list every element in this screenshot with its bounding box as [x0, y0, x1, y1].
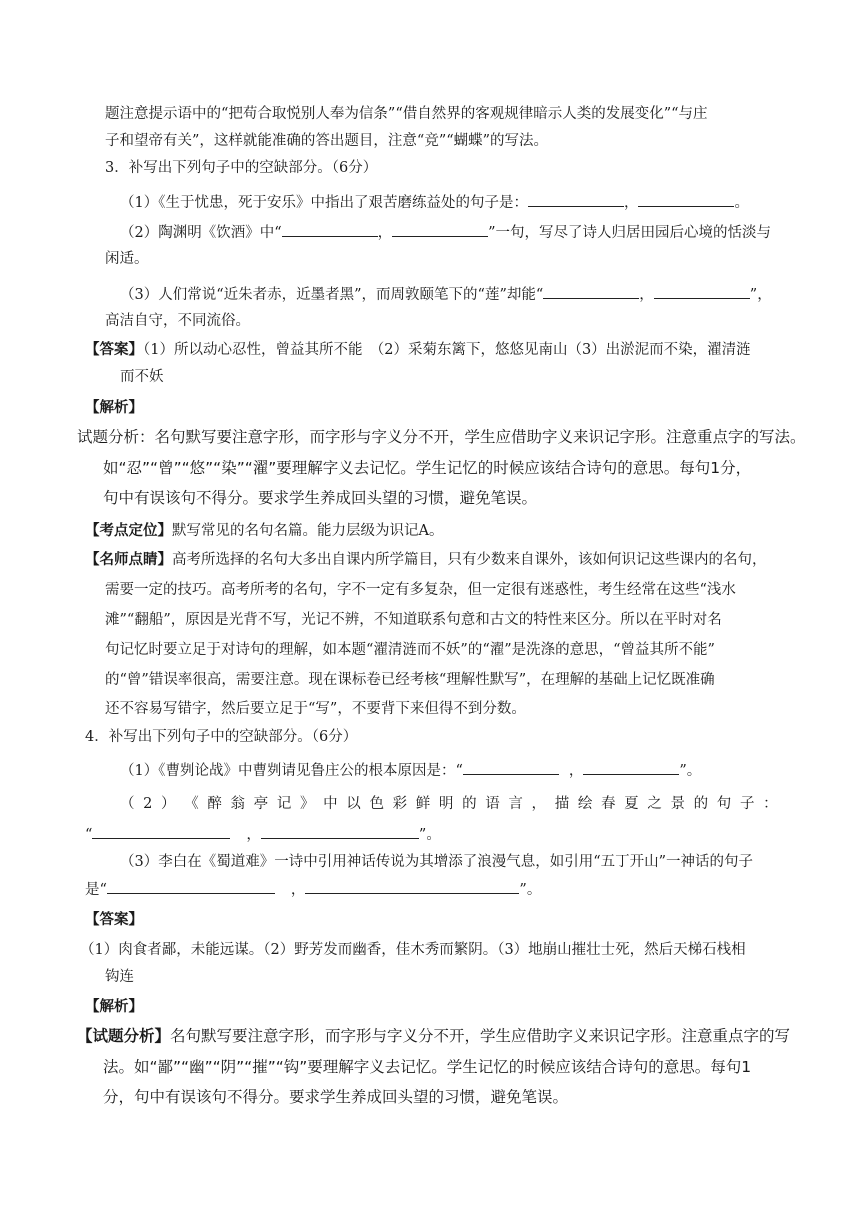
q3-sub1-end: 。	[734, 195, 749, 211]
q4-sub2-char: 子	[739, 796, 755, 812]
q4-sub2-char: 句	[716, 796, 732, 812]
q4-answer-line-2: 钩连	[105, 969, 134, 985]
q4-sub2-char: 彩	[392, 796, 408, 812]
analysis-subtag: 【试题分析】	[77, 1027, 171, 1045]
blank-line	[282, 222, 378, 237]
q3-kaodian	[85, 521, 443, 541]
q4-sub2-char: 绘	[577, 796, 593, 812]
intro-line-2: 子和望帝有关”，这样就能准确的答出题目，注意“竞”“蝴蝶”的写法。	[105, 133, 549, 149]
q4-sub1-comma: ，	[568, 763, 584, 779]
blank-line	[261, 824, 419, 839]
q4-sub2-char: 明	[438, 796, 454, 812]
kaodian-tag: 【考点定位】	[85, 522, 172, 539]
q4-analysis-text-1: 名句默写要注意字形，而字形与字义分不开，学生应借助字义来识记字形。注意重点字的写	[170, 1027, 791, 1045]
q4-sub2-char: （	[120, 796, 135, 812]
q3-title: 3．补写出下列句子中的空缺部分。（6分）	[105, 160, 378, 176]
q4-sub2-char: 春	[601, 796, 616, 812]
mingshi-line-2: 需要一定的技巧。高考所考的名句，字不一定有多复杂，但一定很有迷惑性，考生经常在这些“浅水	[105, 582, 736, 598]
q4-sub2-char: 的	[693, 796, 709, 812]
q4-sub2-char: 中	[323, 796, 338, 812]
q3-analysis-line-1: 试题分析：名句默写要注意字形，而字形与字义分不开，学生应借助字义来识记字形。注意重点字的写法。	[77, 428, 806, 446]
kaodian-text: 默写常见的名句名篇。能力层级为识记A。	[172, 523, 444, 539]
q3-sub3-cont: 高洁自守，不同流俗。	[105, 313, 250, 329]
q3-sub2-rest: ”一句，写尽了诗人归居田园后心境的恬淡与	[488, 225, 772, 241]
q4-sub1-end: ”。	[679, 763, 702, 779]
q4-sub2-char: 色	[369, 796, 384, 812]
blank-line	[305, 879, 519, 894]
watermark	[20, 455, 68, 519]
q4-answer-line-1: （1）肉食者鄙，未能远谋。（2）野芳发而幽香，佳木秀而繁阴。（3）地崩山摧壮士死，然后天梯石栈相	[80, 942, 746, 958]
mingshi-line-6: 还不容易写错字，然后要立足于“写”，不要背下来但得不到分数。	[105, 701, 526, 717]
q3-sub3	[120, 284, 772, 305]
q4-analysis-line-3: 分，句中有误该句不得分。要求学生养成回头望的习惯，避免笔误。	[103, 1088, 569, 1106]
mingshi-line-1: 高考所选择的名句大多出自课内所学篇目，只有少数来自课外，该如何识记这些课内的名句，	[172, 552, 767, 568]
q4-analysis-tag: 【解析】	[85, 998, 143, 1015]
q4-sub2-char: 2	[143, 796, 153, 812]
q4-title: 4．补写出下列句子中的空缺部分。（6分）	[85, 729, 358, 745]
blank-line	[583, 760, 679, 775]
q3-answer	[85, 340, 751, 360]
q4-sub2-open: “	[85, 827, 93, 843]
q3-sub3-end: ”，	[749, 287, 772, 303]
q4-sub2-char: 记	[276, 796, 292, 812]
q4-sub2-comma: ，	[246, 827, 261, 843]
q4-sub2-char: 语	[485, 796, 500, 812]
q4-sub2-char: 亭	[253, 796, 269, 812]
q4-sub2	[120, 794, 778, 814]
mingshi-line-4: 句记忆时要立足于对诗句的理解，如本题“濯清涟而不妖”的“濯”是洗涤的意思，“曾益其所不能”	[105, 642, 715, 658]
blank-line	[107, 879, 275, 894]
q3-analysis-line-2: 如“忍”“曾”“悠”“染”“濯”要理解字义去记忆。学生记忆的时候应该结合诗句的意思。每句1分，	[103, 459, 752, 477]
q4-answer-tag: 【答案】	[85, 911, 143, 928]
q4-sub2-char: 翁	[230, 796, 246, 812]
q3-mingshi	[85, 550, 767, 570]
q3-sub2-cont: 闲适。	[105, 251, 149, 267]
blank-line	[463, 760, 559, 775]
q4-analysis-line-1	[77, 1026, 790, 1046]
q4-sub3-comma: ，	[290, 882, 306, 898]
q4-sub2-char: 言	[508, 796, 523, 812]
q3-analysis-line-3: 句中有误该句不得分。要求学生养成回头望的习惯，避免笔误。	[103, 489, 538, 507]
blank-line	[638, 192, 734, 207]
q4-sub2-char: 夏	[624, 796, 639, 812]
q4-sub2-char: ）	[161, 796, 176, 812]
q4-sub2-char: 的	[462, 796, 477, 812]
q3-sub2	[120, 222, 771, 243]
q4-sub2-char: 景	[670, 796, 685, 812]
q4-sub2-char: 》	[299, 796, 315, 812]
blank-line	[543, 284, 639, 299]
q3-answer-cont: 而不妖	[120, 369, 164, 385]
q3-analysis-tag: 【解析】	[85, 399, 143, 416]
q4-sub1-text: （1）《曹刿论战》中曹刿请见鲁庄公的根本原因是：“	[120, 763, 463, 779]
q3-sub1-text: （1）《生于忧患，死于安乐》中指出了艰苦磨练益处的句子是：	[120, 195, 528, 211]
q4-sub2-char: 醉	[207, 796, 222, 812]
q3-sub2-comma: ，	[377, 225, 393, 241]
mingshi-tag: 【名师点睛】	[85, 551, 172, 568]
q4-sub1	[120, 760, 701, 781]
q4-analysis-line-2: 法。如“鄙”“幽”“阴”“摧”“钩”要理解字义去记忆。学生记忆的时候应该结合诗句的意思。每句1	[103, 1058, 752, 1076]
q3-sub3-text: （3）人们常说“近朱者赤，近墨者黑”，而周敦颐笔下的“莲”却能“	[120, 287, 544, 303]
q4-sub2-char: ，	[531, 796, 547, 812]
mingshi-line-3: 滩”“翻船”，原因是光背不写，光记不辨，不知道联系句意和古文的特性来区分。所以在平时对名	[105, 612, 722, 628]
q4-sub2-char: 以	[346, 796, 361, 812]
intro-line-1: 题注意提示语中的“把苟合取悦别人奉为信条”“借自然界的客观规律暗示人类的发展变化”“与庄	[105, 106, 708, 122]
q3-sub2-text: （2）陶渊明《饮酒》中“	[120, 225, 282, 241]
q4-sub2-char: 描	[554, 796, 570, 812]
mingshi-line-5: 的“曾”错误率很高，需要注意。现在课标卷已经考核“理解性默写”，在理解的基础上记忆既准确	[105, 672, 715, 688]
q3-sub3-comma: ，	[639, 287, 654, 303]
q4-sub3-end: ”。	[519, 882, 542, 898]
q4-sub2-end: ”。	[418, 827, 441, 843]
q4-sub3-open: 是“	[85, 882, 107, 898]
q4-sub2-char: ：	[763, 796, 778, 812]
blank-line	[528, 192, 624, 207]
blank-line	[392, 222, 488, 237]
q4-sub2-cont	[85, 824, 441, 845]
q4-sub3: （3）李白在《蜀道难》一诗中引用神话传说为其增添了浪漫气息，如引用“五丁开山”一神话的句子	[120, 854, 754, 870]
answer-tag: 【答案】	[85, 341, 143, 358]
q4-sub2-char: 鲜	[415, 796, 431, 812]
q3-answer-text: （1）所以动心忍性，曾益其所不能 （2）采菊东篱下，悠悠见南山（3）出淤泥而不染，濯清涟	[143, 342, 751, 358]
q3-sub1-comma: ，	[623, 195, 639, 211]
q4-sub3-cont	[85, 879, 541, 900]
q4-sub2-char: 之	[647, 796, 662, 812]
blank-line	[654, 284, 750, 299]
blank-line	[92, 824, 230, 839]
q4-sub2-char: 《	[184, 796, 199, 812]
q3-sub1	[120, 192, 749, 213]
